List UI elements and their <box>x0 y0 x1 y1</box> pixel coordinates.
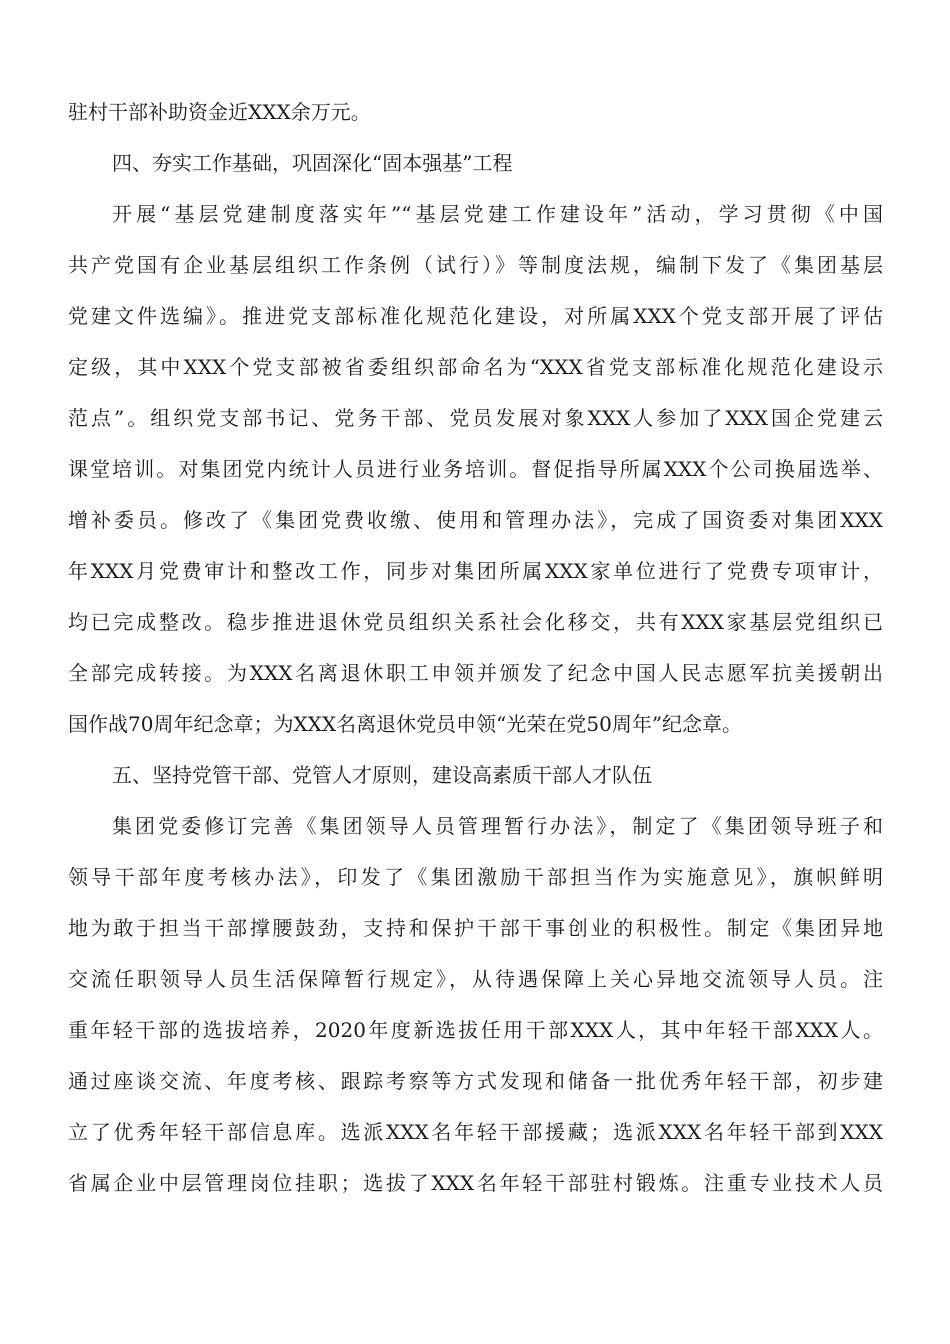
paragraph-line: 增补委员。修改了《集团党费收缴、使用和管理办法》，完成了国资委对集团XXX <box>68 508 883 532</box>
paragraph-line: 共产党国有企业基层组织工作条例（试行）》等制度法规，编制下发了《集团基层 <box>68 253 883 277</box>
paragraph-line: 党建文件选编》。推进党支部标准化规范化建设，对所属XXX个党支部开展了评估 <box>68 304 883 328</box>
paragraph-line: 立了优秀年轻干部信息库。选派XXX名年轻干部援藏；选派XXX名年轻干部到XXX <box>68 1120 883 1144</box>
paragraph-line: 通过座谈交流、年度考核、跟踪考察等方式发现和储备一批优秀年轻干部，初步建 <box>68 1069 883 1093</box>
paragraph-line: 全部完成转接。为XXX名离退休职工申领并颁发了纪念中国人民志愿军抗美援朝出 <box>68 661 883 685</box>
paragraph-line: 领导干部年度考核办法》，印发了《集团激励干部担当作为实施意见》，旗帜鲜明 <box>68 865 883 889</box>
paragraph-line: 国作战70周年纪念章；为XXX名离退休党员申领“光荣在党50周年”纪念章。 <box>68 712 743 736</box>
paragraph-line: 驻村干部补助资金近XXX余万元。 <box>68 100 371 124</box>
section-heading: 五、坚持党管干部、党管人才原则，建设高素质干部人才队伍 <box>112 763 652 787</box>
paragraph-line: 重年轻干部的选拔培养，2020年度新选拔任用干部XXX人，其中年轻干部XXX人。 <box>68 1018 883 1042</box>
paragraph-line: 集团党委修订完善《集团领导人员管理暂行办法》，制定了《集团领导班子和 <box>112 814 883 838</box>
paragraph-line: 年XXX月党费审计和整改工作，同步对集团所属XXX家单位进行了党费专项审计， <box>68 559 883 583</box>
paragraph-line: 范点”。组织党支部书记、党务干部、党员发展对象XXX人参加了XXX国企党建云 <box>68 406 883 430</box>
paragraph-line: 课堂培训。对集团党内统计人员进行业务培训。督促指导所属XXX个公司换届选举、 <box>68 457 883 481</box>
paragraph-line: 均已完成整改。稳步推进退休党员组织关系社会化移交，共有XXX家基层党组织已 <box>68 610 883 634</box>
paragraph-line: 交流任职领导人员生活保障暂行规定》，从待遇保障上关心异地交流领导人员。注 <box>68 967 883 991</box>
paragraph-line: 定级，其中XXX个党支部被省委组织部命名为“XXX省党支部标准化规范化建设示 <box>68 355 883 379</box>
section-heading: 四、夯实工作基础，巩固深化“固本强基”工程 <box>112 151 513 175</box>
paragraph-line: 开展“基层党建制度落实年”“基层党建工作建设年”活动，学习贯彻《中国 <box>112 202 883 226</box>
paragraph-line: 省属企业中层管理岗位挂职；选拔了XXX名年轻干部驻村锻炼。注重专业技术人员 <box>68 1171 883 1195</box>
paragraph-line: 地为敢于担当干部撑腰鼓劲，支持和保护干部干事创业的积极性。制定《集团异地 <box>68 916 883 940</box>
